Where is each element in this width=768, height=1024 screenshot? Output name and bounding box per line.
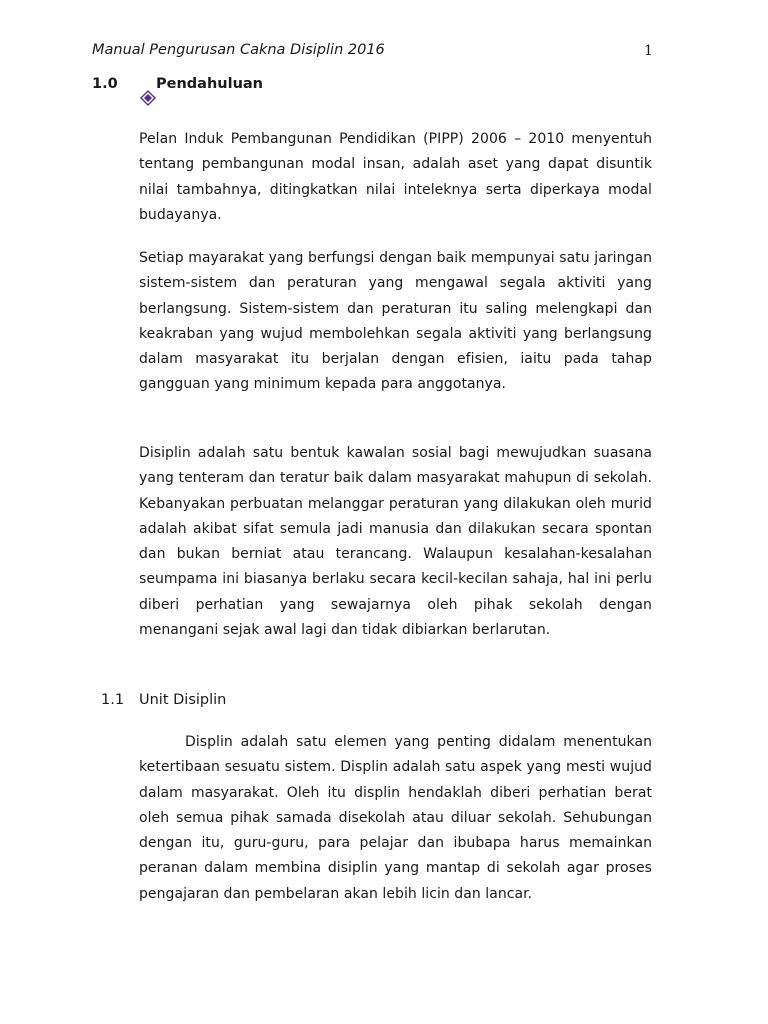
unit-disiplin-paragraph: Displin adalah satu elemen yang penting didalam menentukan ketertibaan sesuatu sistem. Displin adalah satu aspek yang mesti wujud dalam masyarakat. Oleh itu displin hendaklah diberi perhatian berat oleh semua pihak samada disekolah atau diluar sekolah. Sehubungan dengan itu, guru-guru, para pelajar dan ibubapa harus memainkan peranan dalam membina disiplin yang mantap di sekolah agar proses pengajaran dan pembelaran akan lebih licin dan lancar. — [139, 734, 652, 902]
intro-paragraph-1: Pelan Induk Pembangunan Pendidikan (PIPP) 2006 – 2010 menyentuh tentang pembangunan modal insan, adalah aset yang dapat disuntik nilai tambahnya, ditingkatkan nilai inteleknya serta diperkaya modal budayanya. — [139, 131, 652, 223]
diamond-icon — [140, 90, 156, 106]
intro-paragraph-2: Setiap mayarakat yang berfungsi dengan baik mempunyai satu jaringan sistem-sistem dan peraturan yang mengawal segala aktiviti yang berlangsung. Sistem-sistem dan peraturan itu saling melengkapi dan keakraban yang wujud membolehkan segala aktiviti yang berlangsung dalam masyarakat itu berjalan dengan efisien, iaitu pada tahap gangguan yang minimum kepada para anggotanya. — [139, 250, 652, 393]
intro-paragraph-3: Disiplin adalah satu bentuk kawalan sosial bagi mewujudkan suasana yang tenteram dan teratur baik dalam masyarakat mahupun di sekolah. Kebanyakan perbuatan melanggar peraturan yang dilakukan oleh murid adalah akibat sifat semula jadi manusia dan dilakukan secara spontan dan bukan berniat atau terancang. Walaupun kesalahan-kesalahan seumpama ini biasanya berlaku secara kecil-kecilan sahaja, hal ini perlu diberi perhatian yang sewajarnya oleh pihak sekolah dengan menangani sejak awal lagi dan tidak dibiarkan berlarutan. — [139, 445, 652, 639]
section-title: Pendahuluan — [156, 76, 263, 92]
header-title: Manual Pengurusan Cakna Disiplin 2016 — [92, 42, 385, 58]
subsection-title: Unit Disiplin — [139, 692, 227, 708]
section-number: 1.0 — [92, 76, 118, 92]
subsection-number: 1.1 — [101, 692, 125, 708]
page-number: 1 — [644, 43, 653, 59]
